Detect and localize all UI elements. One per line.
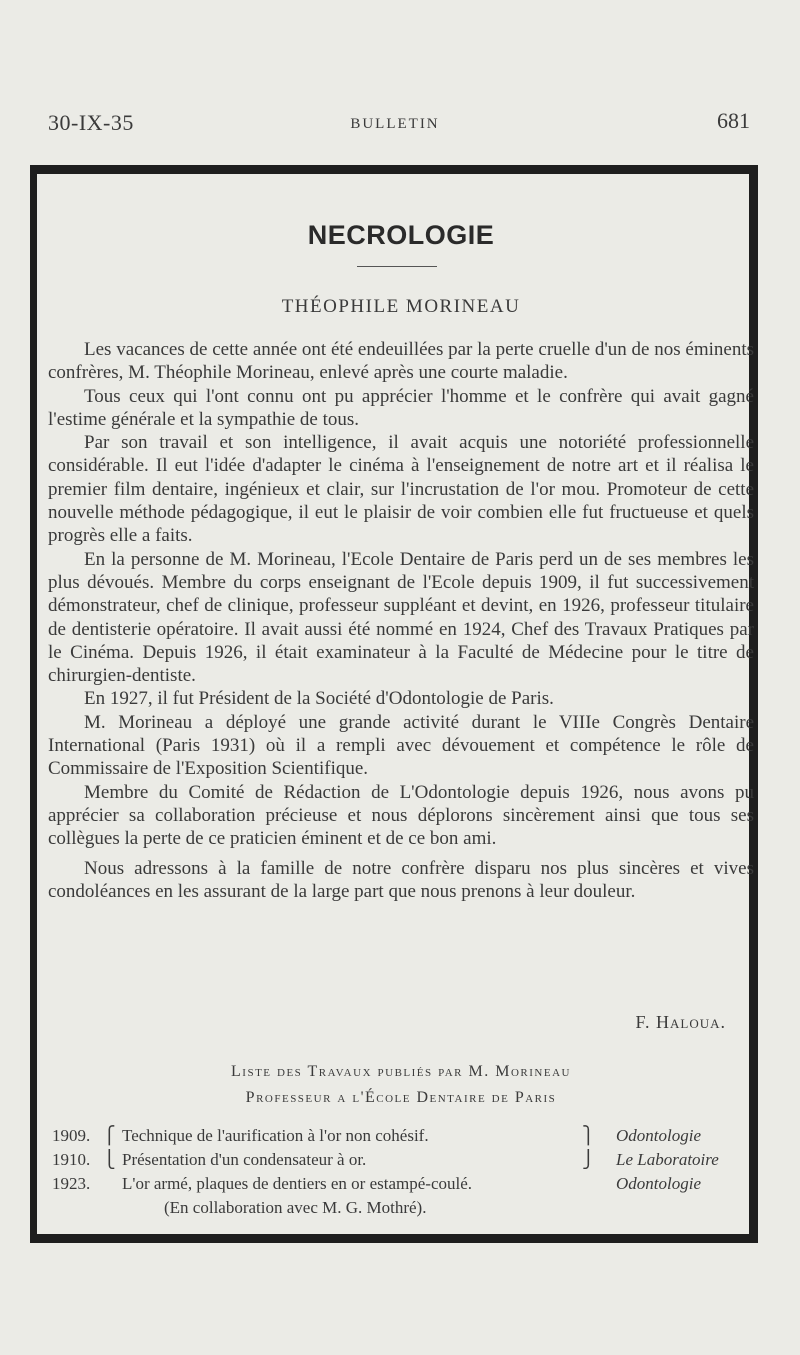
brace-glyph: ⎩ [103, 1150, 116, 1169]
paragraph: En 1927, il fut Président de la Société d'Odontologie de Paris. [84, 688, 554, 710]
paragraph: En la personne de M. Morineau, l'Ecole Dentaire de Paris perd un de ses membres les plus dévoués. Membre du corps enseignant de l'Ecole depuis 1909, il fut successivement démonstrateur, chef de clinique, professeur suppléant et devint, en 1926, professeur titulaire de dentisterie opératoire. Il avait aussi été nommé en 1924, Chef des Travaux Pratiques par le Cinéma. Depuis 1926, il était examinateur à la Faculté de Médecine pour le titre de chirurgien-dentiste. [48, 548, 754, 687]
paragraph: M. Morineau a déployé une grande activité durant le VIIIe Congrès Dentaire International (Paris 1931) où il a rempli avec dévouement et compétence le rôle de Commissaire de l'Exposition Scientifique. [48, 711, 754, 780]
heading-rule [357, 266, 437, 267]
list-item [52, 1174, 752, 1198]
publication-title: BULLETIN [350, 116, 440, 132]
work-year: 1909. [52, 1126, 91, 1145]
paragraph: Nous adressons à la famille de notre confrère disparu nos plus sincères et vives condoléances en les assurant de la large part que nous prenons à leur douleur. [48, 857, 754, 902]
list-item [52, 1126, 752, 1150]
brace-glyph: ⎫ [582, 1126, 595, 1145]
obituary-body [48, 338, 754, 903]
work-journal: Le Laboratoire [616, 1150, 719, 1169]
work-title: Technique de l'aurification à l'or non cohésif. [122, 1126, 429, 1145]
author-signature: F. Haloua. [635, 1012, 726, 1032]
collaboration-note: (En collaboration avec M. G. Mothré). [164, 1198, 427, 1217]
page-number: 681 [717, 108, 750, 133]
work-title: Présentation d'un condensateur à or. [122, 1150, 367, 1169]
issue-date: 30-IX-35 [48, 110, 134, 135]
work-year: 1923. [52, 1174, 91, 1193]
works-list [52, 1126, 752, 1222]
brace-glyph: ⎧ [103, 1126, 116, 1145]
brace-glyph: ⎭ [582, 1150, 595, 1169]
work-journal: Odontologie [616, 1126, 701, 1145]
deceased-name: THÉOPHILE MORINEAU [281, 296, 521, 317]
works-list-title: Liste des Travaux publiés par M. Morineau [231, 1063, 571, 1080]
section-heading: NECROLOGIE [307, 220, 495, 250]
works-list-subtitle: Professeur a l'École Dentaire de Paris [245, 1089, 557, 1106]
paragraph: Les vacances de cette année ont été endeuillées par la perte cruelle d'un de nos éminents confrères, M. Théophile Morineau, enlevé après une courte maladie. [48, 339, 754, 384]
paragraph: Tous ceux qui l'ont connu ont pu apprécier l'homme et le confrère qui avait gagné l'estime générale et la sympathie de tous. [48, 385, 754, 430]
list-item [52, 1150, 752, 1174]
list-item-note [52, 1198, 752, 1222]
paragraph: Membre du Comité de Rédaction de L'Odontologie depuis 1926, nous avons pu apprécier sa collaboration précieuse et nous déplorons sincèrement ainsi que tous ses collègues la perte de ce praticien éminent et de ce bon ami. [48, 781, 754, 850]
paragraph: Par son travail et son intelligence, il avait acquis une notoriété professionnelle considérable. Il eut l'idée d'adapter le cinéma à l'enseignement de notre art et il réalisa le premier film dentaire, ingénieux et clair, sur l'incrustation de l'or mou. Promoteur de cette nouvelle méthode pédagogique, il eut le plaisir de voir combien elle fut fructueuse et quels progrès elle a faits. [48, 432, 754, 547]
running-head [40, 104, 750, 144]
work-journal: Odontologie [616, 1174, 701, 1193]
work-title: L'or armé, plaques de dentiers en or estampé-coulé. [122, 1174, 473, 1193]
work-year: 1910. [52, 1150, 91, 1169]
